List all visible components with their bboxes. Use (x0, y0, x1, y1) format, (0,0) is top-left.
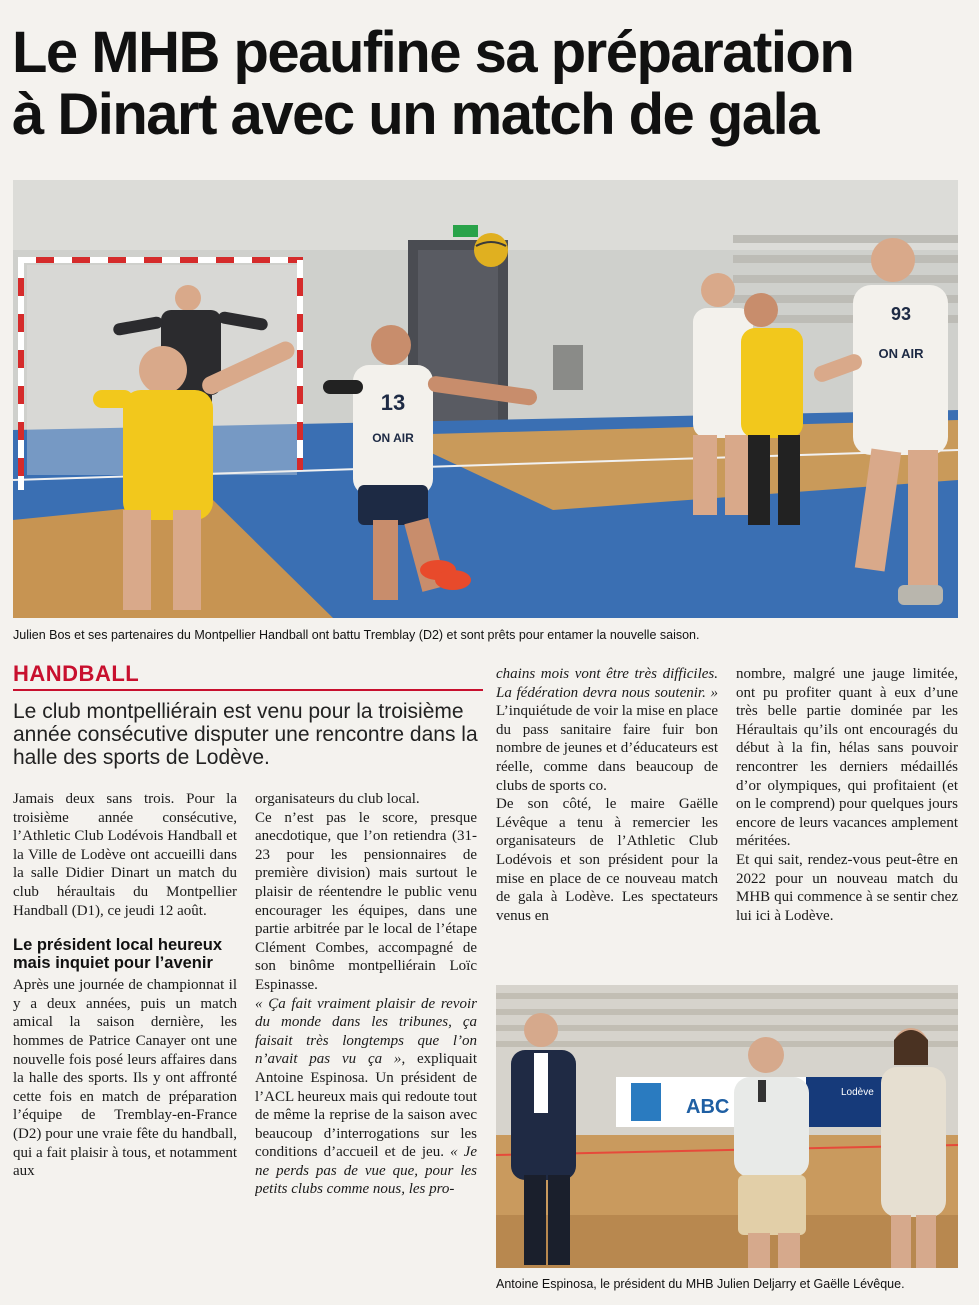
col1-paragraph-1: Jamais deux sans trois. Pour la troisième année consécutive, l’Athletic Club Lodévois Handball et la Ville de Lodève ont accueilli dans la salle Didier Dinart un match du club héraultais du Montpellier Handball (D1), ce jeudi 12 août. (13, 791, 237, 919)
col4-paragraph-2: Et qui sait, rendez-vous peut-être en 2022 pour un nouveau match du MHB qui commence à se sentir chez lui ici à Lodève. (736, 851, 958, 924)
column-2 (255, 790, 477, 1295)
jersey-13-number: 13 (380, 390, 406, 415)
jersey-sponsor-center: ON AIR (372, 431, 414, 445)
main-photo (13, 180, 958, 618)
small-photo (496, 985, 958, 1268)
col3-paragraph-2: De son côté, le maire Gaëlle Lévêque a tenu à remercier les organisateurs de l’Athletic Club Lodévois et son président pour la mise en place de ce nouveau match de gala à Lodève. Les spectateurs venus en (496, 796, 718, 924)
col1-paragraph-2: Après une journée de championnat il y a deux années, puis un match amical la saison dernière, les hommes de Patrice Canayer ont une nouvelle fois posé leurs affaires dans la halle des sports. Ils y ont affronté cette fois en match de préparation l’équipe de Tremblay-en-France (D2) pour une vraie fête du handball, qui a fait plaisir à tous, et notamment aux (13, 977, 237, 1180)
col2-quote-2: « Je ne perds pas de vue que, pour les petits clubs comme nous, les pro- (255, 1144, 477, 1198)
col4-paragraph-1: nombre, malgré une jauge limitée, ont pu profiter quant à eux d’une très belle partie dominée par les Héraultais qu’ils ont encouragés du début à la fin, hélas sans pouvoir rencontrer les derniers médaillés d’or olympiques, qui profitaient (et on le comprend) pour quelques jours encore de leurs vacances amplement méritées. (736, 666, 958, 850)
headline-line-1: Le MHB peaufine sa préparation (12, 20, 854, 85)
banner-abc: ABC (686, 1096, 730, 1118)
col3-paragraph-1 (496, 665, 718, 795)
column-3 (496, 665, 718, 970)
small-photo-caption: Antoine Espinosa, le président du MHB Julien Deljarry et Gaëlle Lévêque. (496, 1277, 905, 1291)
headline (12, 22, 962, 146)
column-4 (736, 665, 958, 970)
col2-paragraph-2: Ce n’est pas le score, presque anecdotique, que l’on retiendra (31-23 pour les pensionnaires de première division) mais surtout le plaisir de réentendre le public venu encourager les équipes, dans une partie arbitrée par le local de l’étape Clément Combes, accompagné de son binôme montpelliérain Loïc Espinasse. (255, 809, 477, 993)
section-kicker: HANDBALL (13, 661, 140, 686)
banner-lodeve: Lodève (841, 1087, 874, 1098)
col3-text-1: L’inquiétude de voir la mise en place du pass sanitaire faire fuir bon nombre de jeunes et d’éducateurs est réelle, comme dans beaucoup de clubs de sports co. (496, 703, 718, 794)
jersey-sponsor-right: ON AIR (878, 346, 924, 361)
col2-quote-1: « Ça fait vraiment plaisir de revoir du monde dans les tribunes, ça faisait très longtemps que l’on n’avait pas vu ça » (255, 995, 477, 1068)
jersey-93-number: 93 (890, 304, 912, 324)
column-1 (13, 790, 237, 1290)
small-photo-illustration (496, 985, 958, 1268)
col2-paragraph-3 (255, 995, 477, 1200)
lead-paragraph: Le club montpelliérain est venu pour la troisième année consécutive disputer une rencontre dans la halle des sports de Lodève. (13, 700, 478, 769)
col3-quote: chains mois vont être très difficiles. La fédération devra nous soutenir. » (496, 666, 718, 701)
main-photo-illustration (13, 180, 958, 618)
kicker-rule (13, 689, 483, 691)
col2-paragraph-1: organisateurs du club local. (255, 791, 420, 807)
col2-text-3: , expliquait Antoine Espinosa. Un président de l’ACL heureux mais qui redoute tout de même la reprise de la saison avec beaucoup d’interrogations sur les conditions d’accueil et de jeu. (255, 1051, 477, 1161)
subhead: Le président local heureux mais inquiet pour l’avenir (13, 936, 223, 973)
main-photo-caption: Julien Bos et ses partenaires du Montpellier Handball ont battu Tremblay (D2) et sont prêts pour entamer la nouvelle saison. (13, 628, 700, 642)
headline-line-2: à Dinart avec un match de gala (12, 82, 818, 147)
